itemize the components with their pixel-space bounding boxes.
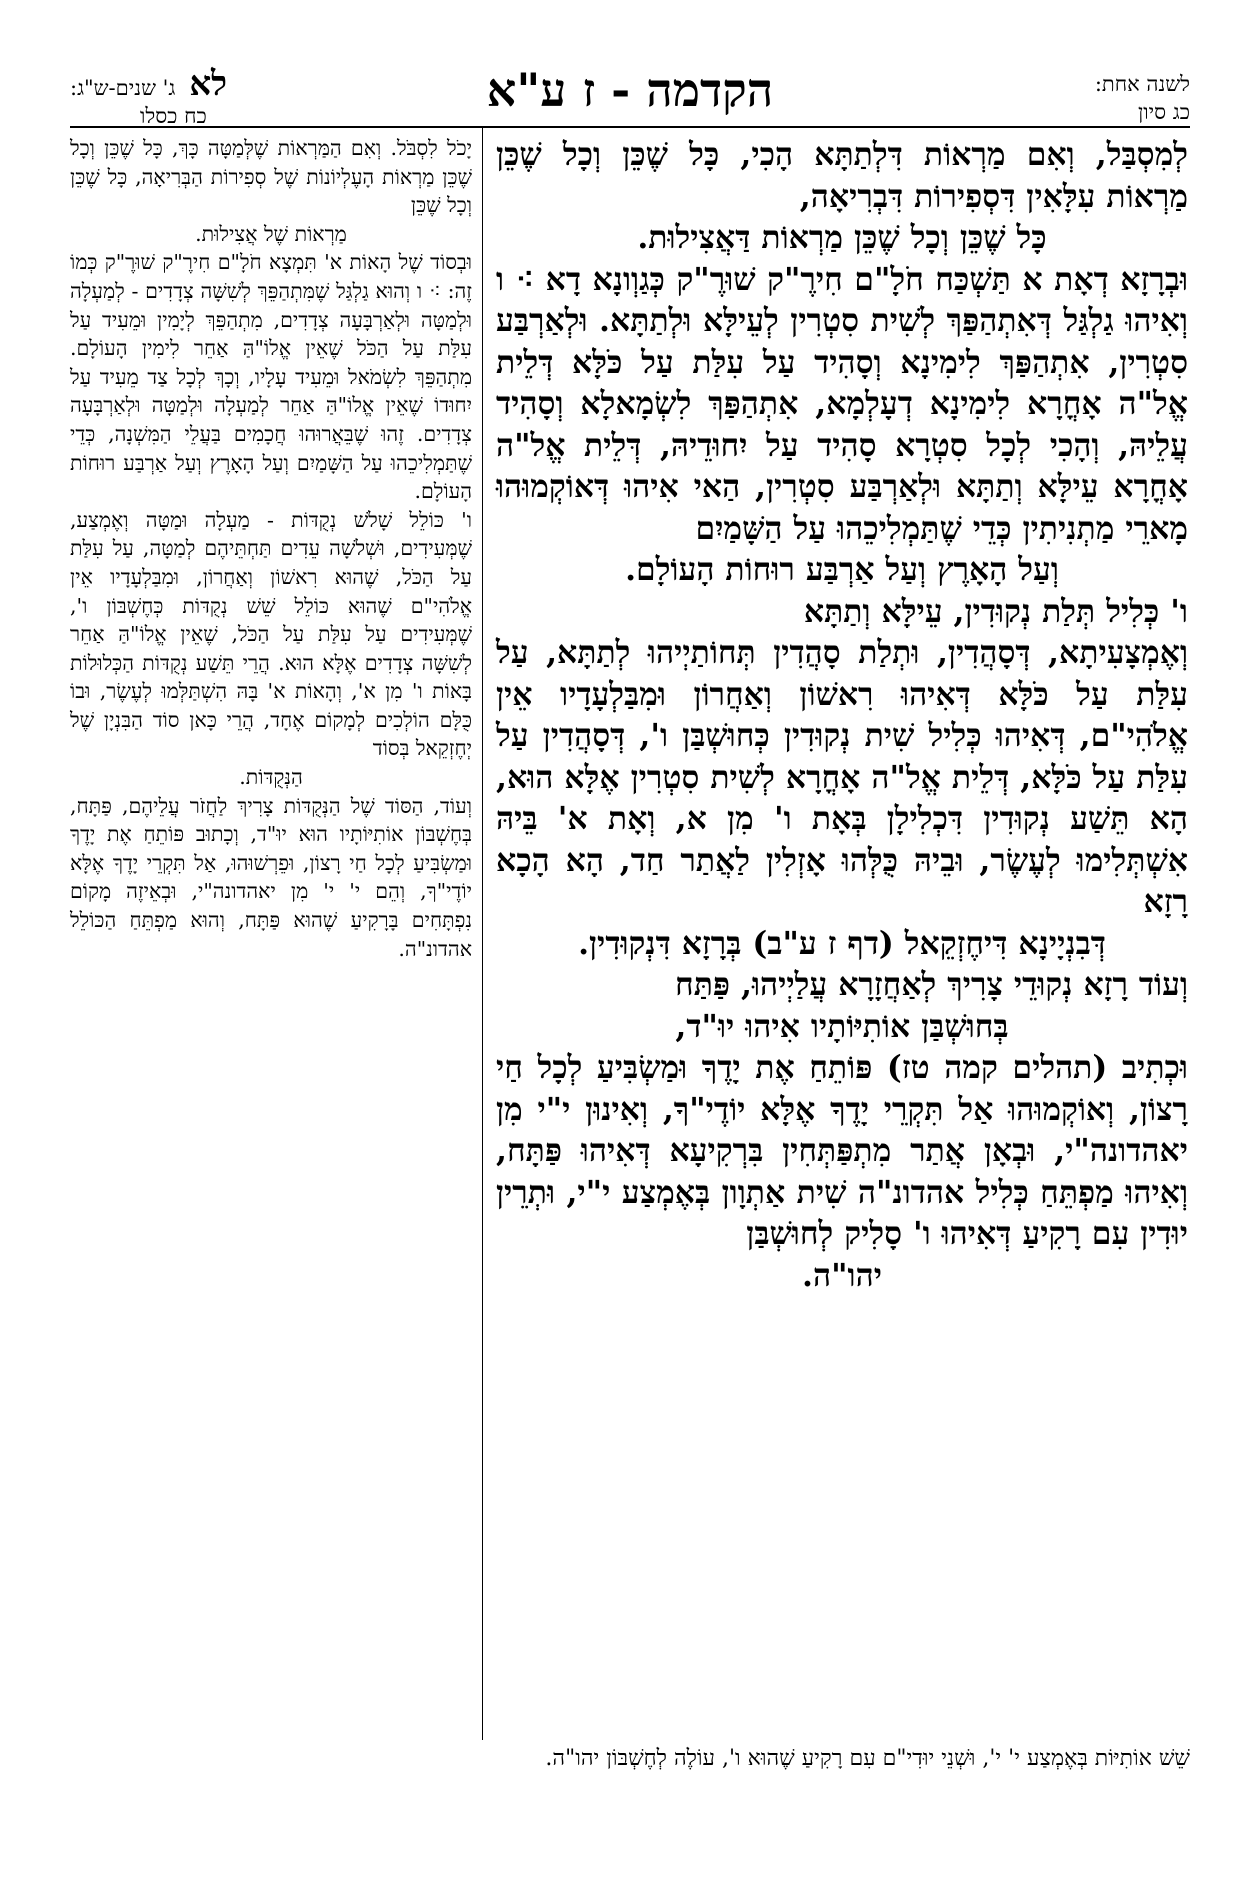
- footnote: שֵׁשׁ אוֹתִיּוֹת בְּאֶמְצַע י' י', וּשְׁנֵי יוּדִי"ם עִם רָקִיעַ שֶׁהוּא ו', עוֹלֶה לְחֶשְׁבּוֹן יהו"ה.: [545, 1746, 1190, 1771]
- page-title: הקדמה - ז ע"א: [486, 63, 774, 117]
- header-date-three-years: [70, 64, 228, 130]
- side-paragraph: הַנְּקֻדּוֹת.: [239, 765, 303, 790]
- one-year-date: כג סיון: [1137, 100, 1190, 124]
- main-paragraph: וְאֶמְצָעִיתָא, דְּסָהֲדִין, וּתְלַת סָהֲדִין תְּחוֹתַיְיהוּ לְתַתָּא, עַל עִלַּת עַל כֹּלָּא דְּאִיהוּ רִאשׁוֹן וְאַחֲרוֹן וּמִבַּלְעָדָיו אֵין אֱלֹהִי"ם, דְּאִיהוּ כְּלִיל שִׁית נְקוּדִין כְּחוּשְׁבַּן ו', דְּסָהֲדִין עַל עִלַּת עַל כֹּלָּא, דְּלֵית אֱל"ה אָחֳרָא לְשִׁית סִטְרִין אֶלָּא הוּא, הָא תֵּשַׁע נְקוּדִין דִּכְלִילָן בְּאָת ו' מִן א, וְאָת א' בֵּיהּ אִשְׁתְּלִימוּ לְעֶשֶׂר, וּבֵיהּ כֻּלְּהוּ אָזְלִין לַאֲתַר חַד, הָא הָכָא רָזָא: [496, 634, 1188, 920]
- main-paragraph: ו' כְּלִיל תְּלַת נְקוּדִין, עֵילָּא וְתַתָּא: [803, 592, 1188, 630]
- side-paragraph: וְעוֹד, הַסּוֹד שֶׁל הַנְּקֻדּוֹת צָרִיךְ לַחֲזֹר עֲלֵיהֶם, פַּתָּח, בְּחֶשְׁבּוֹן אוֹתִיּוֹתָיו הוּא יוּ"ד, וְכָתוּב פּוֹתֵחַ אֶת יָדֶךָ וּמַשְׂבִּיעַ לְכָל חַי רָצוֹן, וּפֵרְשׁוּהוּ, אַל תִּקְרֵי יָדֶךָ אֶלָּא יוֹדֶי"ךָ, וְהֵם י' י' מִן יאהדונה"י, וּבְאֵיזֶה מָקוֹם נִפְתָּחִים בָּרָקִיעַ שֶׁהוּא פַּתָּח, וְהוּא מַפְתֵּחַ הַכּוֹלֵל אהדונ"ה.: [70, 793, 472, 961]
- three-years-date: כח כסלו: [140, 104, 207, 128]
- main-paragraph: דְּבִנְיָינָא דִּיחֶזְקֵאל (דף ז ע"ב) בְּרָזָא דִּנְקוּדִין.: [578, 924, 1106, 962]
- header-rule: [70, 126, 1190, 128]
- main-paragraph: כָּל שֶׁכֵּן וְכָל שֶׁכֵּן מַרְאוֹת דַּאֲצִילוּת.: [637, 219, 1047, 256]
- column-divider: [482, 128, 483, 1740]
- page-header: [70, 62, 1190, 128]
- main-paragraph: וּבְרָזָא דְאָת א תַּשְׁכַּח חֹלָ"ם חִירֶ"ק שׁוּרֶ"ק כְּגַוְונָא דָא ⁖ ו וְאִיהוּ גַלְגַּל דְּאִתְהַפַּךְ לְשִׁית סִטְרִין לְעֵילָּא וּלְתַתָּא. וּלְאַרְבַּע סִטְרִין, אִתְהַפַּךְ לִימִינָא וְסָהִיד עַל עִלַּת עַל כֹּלָּא דְּלֵית אֱל"ה אָחֳרָא לִימִינָא דְעָלְמָא, אִתְהַפַּךְ לִשְׂמָאלָא וְסָהִיד עֲלֵיהּ, וְהָכִי לְכָל סִטְרָא סָהִיד עַל יִחוּדֵיהּ, דְּלֵית אֱל"ה אָחֳרָא עֵילָּא וְתַתָּא וּלְאַרְבַּע סִטְרִין, הַאי אִיהוּ דְּאוֹקְמוּהוּ מָארֵי מַתְנִיתִין כְּדֵי שֶׁתַּמְלִיכֵהוּ עַל הַשָּׁמַיִם: [496, 260, 1188, 547]
- main-paragraph: וְעוֹד רָזָא נְקוּדֵי צָרִיךְ לְאַחֲזָרָא עֲלַיְיהוּ, פַּתַּח: [675, 966, 1188, 1003]
- three-years-label: ג' שנים-ש"ג:: [70, 76, 176, 100]
- side-paragraph: וּבְסוֹד שֶׁל הָאוֹת א' תִּמְצָא חֹלָ"ם חִירֶ"ק שׁוּרֶ"ק כְּמוֹ זֶה: ⁖ ו וְהוּא גַלְגַּל שֶׁמִּתְהַפֵּךְ לְשִׁשָּׁה צְדָדִים - לְמַעְלָה וּלְמַטָּה וּלְאַרְבָּעָה צְדָדִים, מִתְהַפֵּךְ לְיָמִין וּמֵעִיד עַל עִלַּת עַל הַכֹּל שֶׁאֵין אֱלוֹ"הַּ אַחֵר לִימִין הָעוֹלָם. מִתְהַפֵּךְ לִשְׂמֹאל וּמֵעִיד עָלָיו, וְכָךְ לְכָל צַד מֵעִיד עַל יִחוּדוֹ שֶׁאֵין אֱלוֹ"הַּ אַחֵר לְמַעְלָה וּלְמַטָּה וּלְאַרְבָּעָה צְדָדִים. זֶהוּ שֶׁבֵּאֲרוּהוּ חֲכָמִים בַּעֲלֵי הַמִּשְׁנָה, כְּדֵי שֶׁתַּמְלִיכֵהוּ עַל הַשָּׁמַיִם וְעַל הָאָרֶץ וְעַל אַרְבַּע רוּחוֹת הָעוֹלָם.: [70, 250, 472, 504]
- main-text-column: [496, 134, 1188, 1734]
- one-year-label: לשנה אחת:: [1094, 72, 1190, 96]
- main-paragraph: וְעַל הָאָרֶץ וְעַל אַרְבַּע רוּחוֹת הָעוֹלָם.: [625, 551, 1059, 588]
- leaf-number: לא: [189, 64, 228, 104]
- main-paragraph: בְּחוּשְׁבַּן אוֹתִיּוֹתָיו אִיהוּ יוּ"ד,: [675, 1007, 1009, 1045]
- side-paragraph: ו' כּוֹלֵל שָׁלֹשׁ נְקֻדּוֹת - מַעְלָה וּמַטָּה וְאֶמְצַע, שֶׁמְּעִידִים, וּשְׁלֹשָׁה עֵדִים תַּחְתֵּיהֶם לְמַטָּה, עַל עִלַּת עַל הַכֹּל, שֶׁהוּא רִאשׁוֹן וְאַחֲרוֹן, וּמִבַּלְעָדָיו אֵין אֱלֹהִי"ם שֶׁהוּא כּוֹלֵל שֵׁשׁ נְקֻדּוֹת כְּחֶשְׁבּוֹן ו', שֶׁמְּעִידִים עַל עִלַּת עַל הַכֹּל, שֶׁאֵין אֱלוֹ"הַּ אַחֵר לְשִׁשָּׁה צְדָדִים אֶלָּא הוּא. הֲרֵי תֵּשַׁע נְקֻדּוֹת הַכְּלוּלוֹת בָּאוֹת ו' מִן א', וְהָאוֹת א' בָּהּ הִשְׁתַּלְּמוּ לְעֶשֶׂר, וּבוֹ כֻּלָּם הוֹלְכִים לְמָקוֹם אֶחָד, הֲרֵי כָּאן סוֹד הַבִּנְיָן שֶׁל יְחֶזְקֵאל בְּסוֹד: [70, 507, 472, 761]
- side-paragraph: יָכֹל לִסְבֹּל. וְאִם הַמַּרְאוֹת שֶׁלְּמַטָּה כָּךְ, כָּל שֶׁכֵּן וְכָל שֶׁכֵּן מַרְאוֹת הָעֶלְיוֹנוֹת שֶׁל סְפִירוֹת הַבְּרִיאָה, כָּל שֶׁכֵּן וְכָל שֶׁכֵּן: [70, 136, 472, 218]
- main-paragraph: יהו"ה.: [802, 1256, 882, 1294]
- main-paragraph: לְמִסְבַּל, וְאִם מַרְאוֹת דִּלְתַתָּא הָכִי, כָּל שֶׁכֵּן וְכָל שֶׁכֵּן מַרְאוֹת עִלָּאִין דִּסְפִירוֹת דִּבְרִיאָה,: [496, 136, 1188, 215]
- main-paragraph: וּכְתִיב (תהלים קמה טז) פּוֹתֵחַ אֶת יָדֶךָ וּמַשְׂבִּיעַ לְכָל חַי רָצוֹן, וְאוֹקְמוּהוּ אַל תִּקְרֵי יָדֶךָ אֶלָּא יוֹדֶי"ךָ, וְאִינוּן י"י מִן יאהדונה"י, וּבְאָן אֲתַר מִתְפַּתְּחִין בִּרְקִיעָא דְּאִיהוּ פַּתָּח, וְאִיהוּ מַפְתֵּחַ כְּלִיל אהדונ"ה שִׁית אַתְוָון בְּאֶמְצַע י"י, וּתְרֵין יוּדִין עִם רָקִיעַ דְּאִיהוּ ו' סָלִיק לְחוּשְׁבַּן: [496, 1049, 1188, 1252]
- side-paragraph: מַרְאוֹת שֶׁל אֲצִילוּת.: [195, 221, 347, 246]
- translation-column: [70, 134, 472, 1734]
